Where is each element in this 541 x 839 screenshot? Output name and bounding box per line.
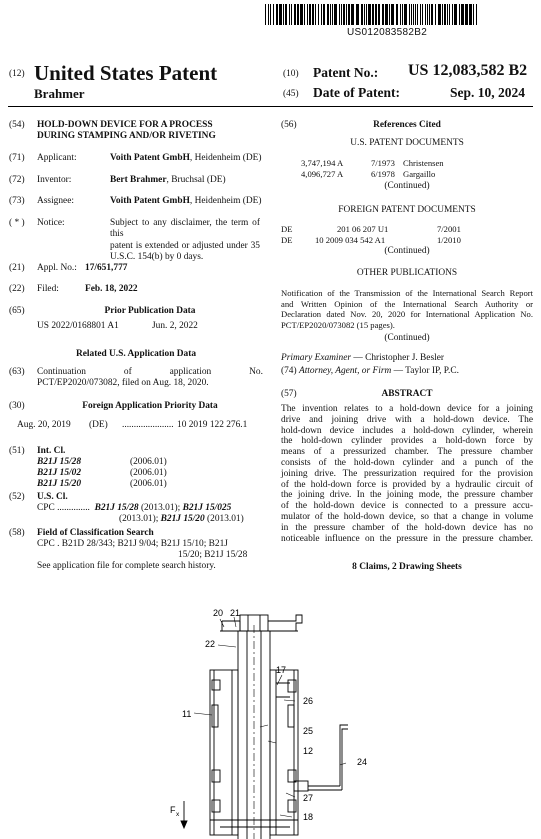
title-line-2: DURING STAMPING AND/OR RIVETING — [37, 131, 216, 141]
foreign-priority-heading: Foreign Application Priority Data — [82, 401, 218, 411]
us-cl-line-2: (2013.01); B21J 15/20 (2013.01) — [119, 514, 244, 524]
ref-label-25: 25 — [303, 726, 314, 736]
us-cl-label: U.S. Cl. — [37, 492, 68, 502]
code-58: (58) — [9, 528, 25, 538]
applicant-label: Applicant: — [37, 153, 77, 163]
code-notice: ( * ) — [9, 218, 25, 228]
code-21: (21) — [9, 263, 25, 273]
assignee-label: Assignee: — [37, 196, 74, 206]
code-63: (63) — [9, 367, 25, 377]
int-cl-class: B21J 15/28 — [37, 457, 82, 467]
foreign-doc-date: 1/2010 — [437, 235, 461, 245]
code-57: (57) — [281, 389, 297, 399]
us-docs-heading: U.S. PATENT DOCUMENTS — [350, 138, 464, 148]
notice-label: Notice: — [37, 218, 65, 228]
header-divider — [8, 106, 533, 107]
us-cl-line-1: CPC .............. B21J 15/28 (2013.01); B21J 15/025 — [37, 503, 232, 513]
us-doc-date: 7/1973 — [371, 158, 395, 168]
code-10: (10) — [283, 69, 299, 79]
field-search-label: Field of Classification Search — [37, 528, 154, 538]
priority-number: 10 2019 122 276.1 — [177, 420, 248, 430]
ref-label-26: 26 — [303, 696, 314, 706]
int-cl-class: B21J 15/20 — [37, 479, 82, 489]
code-71: (71) — [9, 153, 25, 163]
inventor-surname: Brahmer — [34, 86, 85, 101]
notice-text: Subject to any disclaimer, the term of this patent is extended or adjusted under 35 U.S.C. 154(b) by 0 days. — [110, 218, 260, 263]
other-pubs-heading: OTHER PUBLICATIONS — [356, 268, 458, 278]
priority-dots: ...................... — [122, 420, 174, 430]
patent-number: US 12,083,582 B2 — [408, 62, 528, 79]
references-heading: References Cited — [373, 120, 441, 130]
us-docs-continued: (Continued) — [384, 181, 430, 191]
ref-label-18: 18 — [303, 812, 314, 822]
related-heading: Related U.S. Application Data — [75, 349, 197, 359]
code-54: (54) — [9, 120, 25, 130]
ref-label-17: 17 — [276, 665, 287, 675]
date-of-patent: Sep. 10, 2024 — [450, 85, 526, 100]
filed-value: Feb. 18, 2022 — [85, 284, 138, 294]
us-doc-no: 3,747,194 A — [301, 158, 344, 168]
code-72: (72) — [9, 175, 25, 185]
int-cl-class: B21J 15/02 — [37, 468, 82, 478]
assignee-value: Voith Patent GmbH, Heidenheim (DE) — [110, 196, 262, 206]
us-doc-date: 6/1978 — [371, 169, 395, 179]
continuation-line-1: Continuation of application No. — [37, 367, 263, 377]
priority-country: (DE) — [89, 420, 108, 430]
int-cl-version: (2006.01) — [130, 468, 167, 478]
ref-label-20: 20 — [213, 608, 224, 618]
force-subscript: x — [176, 811, 180, 818]
field-search-line-1: CPC . B21D 28/343; B21J 9/04; B21J 15/10; B21J — [37, 539, 228, 549]
code-51: (51) — [9, 446, 25, 456]
us-doc-no: 4,096,727 A — [301, 169, 344, 179]
prior-pub-heading: Prior Publication Data — [104, 306, 196, 316]
ref-label-11: 11 — [182, 709, 192, 719]
ref-label-21: 21 — [230, 608, 241, 618]
title-line-1: HOLD-DOWN DEVICE FOR A PROCESS — [37, 120, 213, 130]
code-56: (56) — [281, 120, 297, 130]
ref-label-24: 24 — [357, 757, 368, 767]
prior-pub-number: US 2022/0168801 A1 — [37, 321, 119, 331]
us-doc-name: Gargaillo — [403, 169, 436, 179]
prior-pub-date: Jun. 2, 2022 — [152, 321, 198, 331]
foreign-doc-no: 201 06 207 U1 — [337, 224, 389, 234]
applicant-value: Voith Patent GmbH, Heidenheim (DE) — [110, 153, 262, 163]
filed-label: Filed: — [37, 284, 59, 294]
int-cl-version: (2006.01) — [130, 457, 167, 467]
ref-label-22: 22 — [205, 639, 216, 649]
inventor-label: Inventor: — [37, 175, 72, 185]
foreign-doc-date: 7/2001 — [437, 224, 461, 234]
appl-no-value: 17/651,777 — [85, 263, 128, 273]
foreign-doc-cc: DE — [281, 235, 293, 245]
field-search-line-2: 15/20; B21J 15/28 — [178, 550, 248, 560]
claims-summary: 8 Claims, 2 Drawing Sheets — [352, 562, 462, 572]
inventor-value: Bert Brahmer, Bruchsal (DE) — [110, 175, 226, 185]
barcode-number: US012083582B2 — [347, 27, 428, 38]
other-pubs-text: Notification of the Transmission of the International Search Report and Written Opinion of the International Search Authority or Declaration dated Nov. 20, 2020 for International Application No. PCT/EP2020/073082 (15 pages). — [281, 288, 533, 330]
code-52: (52) — [9, 492, 25, 502]
code-12: (12) — [9, 69, 25, 79]
priority-date: Aug. 20, 2019 — [17, 420, 71, 430]
force-label: F — [170, 805, 176, 815]
code-45: (45) — [283, 89, 299, 99]
foreign-doc-no: 10 2009 034 542 A1 — [315, 235, 386, 245]
patent-no-label: Patent No.: — [313, 65, 379, 80]
code-65: (65) — [9, 306, 25, 316]
primary-examiner: Primary Examiner — Christopher J. Besler — [281, 353, 445, 363]
abstract-heading: ABSTRACT — [381, 389, 433, 399]
ref-label-12: 12 — [303, 746, 314, 756]
patent-drawing — [150, 605, 400, 839]
abstract-text: The invention relates to a hold-down device for a joining drive and joining drive with a hold-down device. The hold-down device includes a hold-down cylinder, wherein the hold-down cylinder provides a hold-down force by means of a pressurized chamber. The pressure chamber consists of the hold-down cylinder and a punch of the joining drive. The pressurization required for the provision of the hold-down force is provided by a hydraulic circuit of the joining drive. In the joining mode, the pressure chamber of the hold-down device is connected to a pressure accu- mulator of the hold-down device, so that a change in volume in the pressure chamber of the hold-down device has no noticeable influence on the pressure in the pressure chamber. — [281, 404, 533, 544]
code-22: (22) — [9, 284, 25, 294]
continuation-line-2: PCT/EP2020/073082, filed on Aug. 18, 2020. — [37, 378, 209, 388]
code-30: (30) — [9, 401, 25, 411]
field-search-line-3: See application file for complete search history. — [37, 561, 216, 571]
int-cl-label: Int. Cl. — [37, 446, 66, 456]
code-73: (73) — [9, 196, 25, 206]
barcode-image — [265, 4, 477, 25]
foreign-docs-heading: FOREIGN PATENT DOCUMENTS — [338, 205, 476, 215]
date-of-patent-label: Date of Patent: — [313, 85, 400, 100]
appl-no-label: Appl. No.: — [37, 263, 77, 273]
foreign-doc-cc: DE — [281, 224, 293, 234]
document-title: United States Patent — [34, 61, 218, 85]
int-cl-version: (2006.01) — [130, 479, 167, 489]
attorney: (74) Attorney, Agent, or Firm — Taylor IP, P.C. — [281, 366, 459, 376]
foreign-docs-continued: (Continued) — [384, 246, 430, 256]
us-doc-name: Christensen — [403, 158, 444, 168]
other-pubs-continued: (Continued) — [384, 333, 430, 343]
ref-label-27: 27 — [303, 793, 314, 803]
